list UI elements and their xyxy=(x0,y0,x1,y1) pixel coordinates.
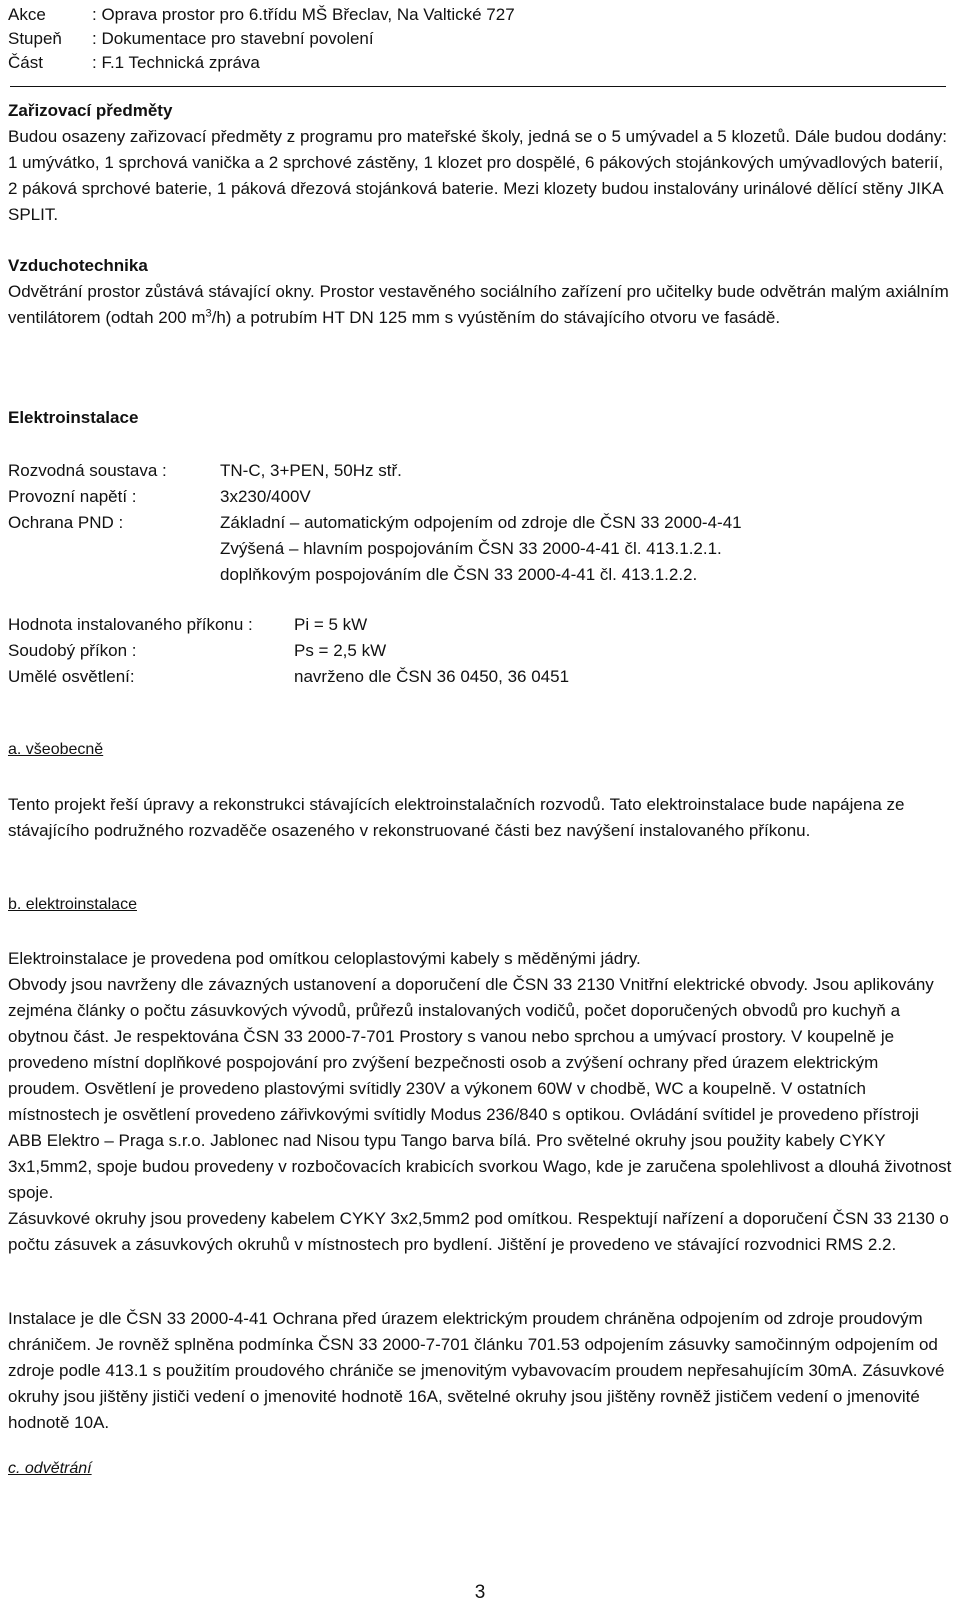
napeti-value: 3x230/400V xyxy=(220,487,311,506)
napeti-label: Provozní napětí : xyxy=(8,487,137,506)
akce-value: : Oprava prostor pro 6.třídu MŠ Břeclav, Na Valtické 727 xyxy=(92,5,515,24)
ochrana-values xyxy=(220,510,790,588)
zarizovaci-text: Budou osazeny zařizovací předměty z programu pro mateřské školy, jedná se o 5 umývadel a 5 klozetů. Dále budou dodány: 1 umývátko, 1 sprchová vanička a 2 sprchové zástěny, 1 klozet pro dospělé, 6 pákových stojánkových umývadlových baterií, 2 páková sprchové baterie, 1 páková dřezová stojánková baterie. Mezi klozety budou instalovány urinálové dělící stěny JIKA SPLIT. xyxy=(8,127,947,224)
section-c xyxy=(8,1460,952,1478)
rozvodna-value: TN-C, 3+PEN, 50Hz stř. xyxy=(220,461,402,480)
param-row-osvetleni xyxy=(8,664,952,690)
section-a-heading: a. všeobecně xyxy=(8,741,104,758)
elektroinstalace-heading: Elektroinstalace xyxy=(8,408,139,427)
prikon-label: Hodnota instalovaného příkonu : xyxy=(8,615,253,634)
page-number: 3 xyxy=(474,1582,486,1603)
vzt-text-part2: /h) a potrubím HT DN 125 mm s vyústěním do stávajícího otvoru ve fasádě. xyxy=(211,308,781,327)
prikon-parameters xyxy=(8,612,952,690)
soudoby-label: Soudobý příkon : xyxy=(8,641,137,660)
header-row-cast xyxy=(8,50,952,74)
rozvodna-label: Rozvodná soustava : xyxy=(8,461,167,480)
vzt-text-part1: Odvětrání prostor zůstává stávající okny. Prostor vestavěného sociálního zařízení pro učitelky bude odvětrán malým axiálním ventilátorem (odtah 200 m xyxy=(8,282,949,327)
section-b-line1: Elektroinstalace je provedena pod omítkou celoplastovými kabely s měděnými jádry. xyxy=(8,949,641,968)
stupen-value: : Dokumentace pro stavební povolení xyxy=(92,29,374,48)
osvetleni-label: Umělé osvětlení: xyxy=(8,667,135,686)
param-row-ochrana xyxy=(8,510,952,588)
ochrana-line-1: Základní – automatickým odpojením od zdroje dle ČSN 33 2000-4-41 xyxy=(220,513,742,532)
section-c-heading: c. odvětrání xyxy=(8,1460,92,1477)
section-elektroinstalace xyxy=(8,405,952,431)
akce-label: Akce xyxy=(8,5,46,24)
elektro-parameters xyxy=(8,458,952,588)
section-b-heading: b. elektroinstalace xyxy=(8,896,137,913)
section-b-text2: Zásuvkové okruhy jsou provedeny kabelem CYKY 3x2,5mm2 pod omítkou. Respektují nařízení a doporučení ČSN 33 2130 o počtu zásuvek a zásuvkových okruhů v místnostech pro bydlení. Jištění je provedeno ve stávající rozvodnici RMS 2.2. xyxy=(8,1209,949,1254)
cast-value: : F.1 Technická zpráva xyxy=(92,53,260,72)
header-row-stupen xyxy=(8,26,952,50)
param-row-soudoby xyxy=(8,638,952,664)
vzduchotechnika-text xyxy=(8,279,952,331)
section-b-text: Obvody jsou navrženy dle závazných ustanovení a doporučení dle ČSN 33 2130 Vnitřní elektrické obvody. Jsou aplikovány zejména články o počtu zásuvkových vývodů, průřezů instalovaných vodičů, počet doporučených obvodů pro kuchyň a obytnou část. Je respektována ČSN 33 2000-7-701 Prostory s vanou nebo sprchou a umývací prostory. V koupelně je provedeno místní doplňkové pospojování pro zvýšení bezpečnosti osob a zvýšení ochrany před úrazem elektrickým proudem. Osvětlení je provedeno plastovými svítidly 230V a výkonem 60W v chodbě, WC a koupelně. V ostatních místnostech je osvětlení provedeno zářivkovými svítidly Modus 236/840 s optikou. Ovládání svítidel je provedeno přístroji ABB Elektro – Praga s.r.o. Jablonec nad Nisou typu Tango barva bílá. Pro světelné okruhy jsou použity kabely CYKY 3x1,5mm2, spoje budou provedeny v rozbočovacích krabicích svorkou Wago, kde je zaručena spolehlivost a dlouhá životnost spoje. xyxy=(8,975,952,1202)
param-row-napeti xyxy=(8,484,952,510)
section-b-text3: Instalace je dle ČSN 33 2000-4-41 Ochrana před úrazem elektrickým proudem chráněna odpojením od zdroje proudovým chráničem. Je rovněž splněna podmínka ČSN 33 2000-7-701 článku 701.53 odpojením zásuvky samočinným odpojením od zdroje podle 413.1 s použitím proudového chrániče se jmenovitým vybavovacím proudem nepřesahujícím 30mA. Zásuvkové okruhy jsou jištěny jističi vedení o jmenovité hodnotě 16A, světelné okruhy jsou jištěny rovněž jističem vedení o jmenovité hodnotě 10A. xyxy=(8,1309,945,1432)
section-a-body xyxy=(8,792,952,844)
document-header xyxy=(8,2,952,87)
osvetleni-value: navrženo dle ČSN 36 0450, 36 0451 xyxy=(294,667,570,686)
vzt-superscript: 3 xyxy=(205,307,212,320)
stupen-label: Stupeň xyxy=(8,29,62,48)
section-b-body xyxy=(8,946,952,1258)
section-a xyxy=(8,741,952,759)
header-row-akce xyxy=(8,2,952,26)
section-b-body-2 xyxy=(8,1306,952,1436)
ochrana-line-2: Zvýšená – hlavním pospojováním ČSN 33 2000-4-41 čl. 413.1.2.1. doplňkovým pospojováním dle ČSN 33 2000-4-41 čl. 413.1.2.2. xyxy=(220,539,722,584)
section-a-text: Tento projekt řeší úpravy a rekonstrukci stávajících elektroinstalačních rozvodů. Tato elektroinstalace bude napájena ze stávajícího podružného rozvaděče osazeného v rekonstruované části bez navýšení instalovaného příkonu. xyxy=(8,795,905,840)
section-zarizovaci xyxy=(8,98,952,228)
param-row-prikon xyxy=(8,612,952,638)
param-row-rozvodna xyxy=(8,458,952,484)
ochrana-label: Ochrana PND : xyxy=(8,513,124,532)
soudoby-value: Ps = 2,5 kW xyxy=(294,641,387,660)
zarizovaci-heading: Zařizovací předměty xyxy=(8,101,173,120)
section-vzduchotechnika xyxy=(8,253,952,331)
header-divider xyxy=(10,86,946,87)
cast-label: Část xyxy=(8,53,43,72)
vzduchotechnika-heading: Vzduchotechnika xyxy=(8,256,148,275)
prikon-value: Pi = 5 kW xyxy=(294,615,368,634)
section-b xyxy=(8,896,952,914)
